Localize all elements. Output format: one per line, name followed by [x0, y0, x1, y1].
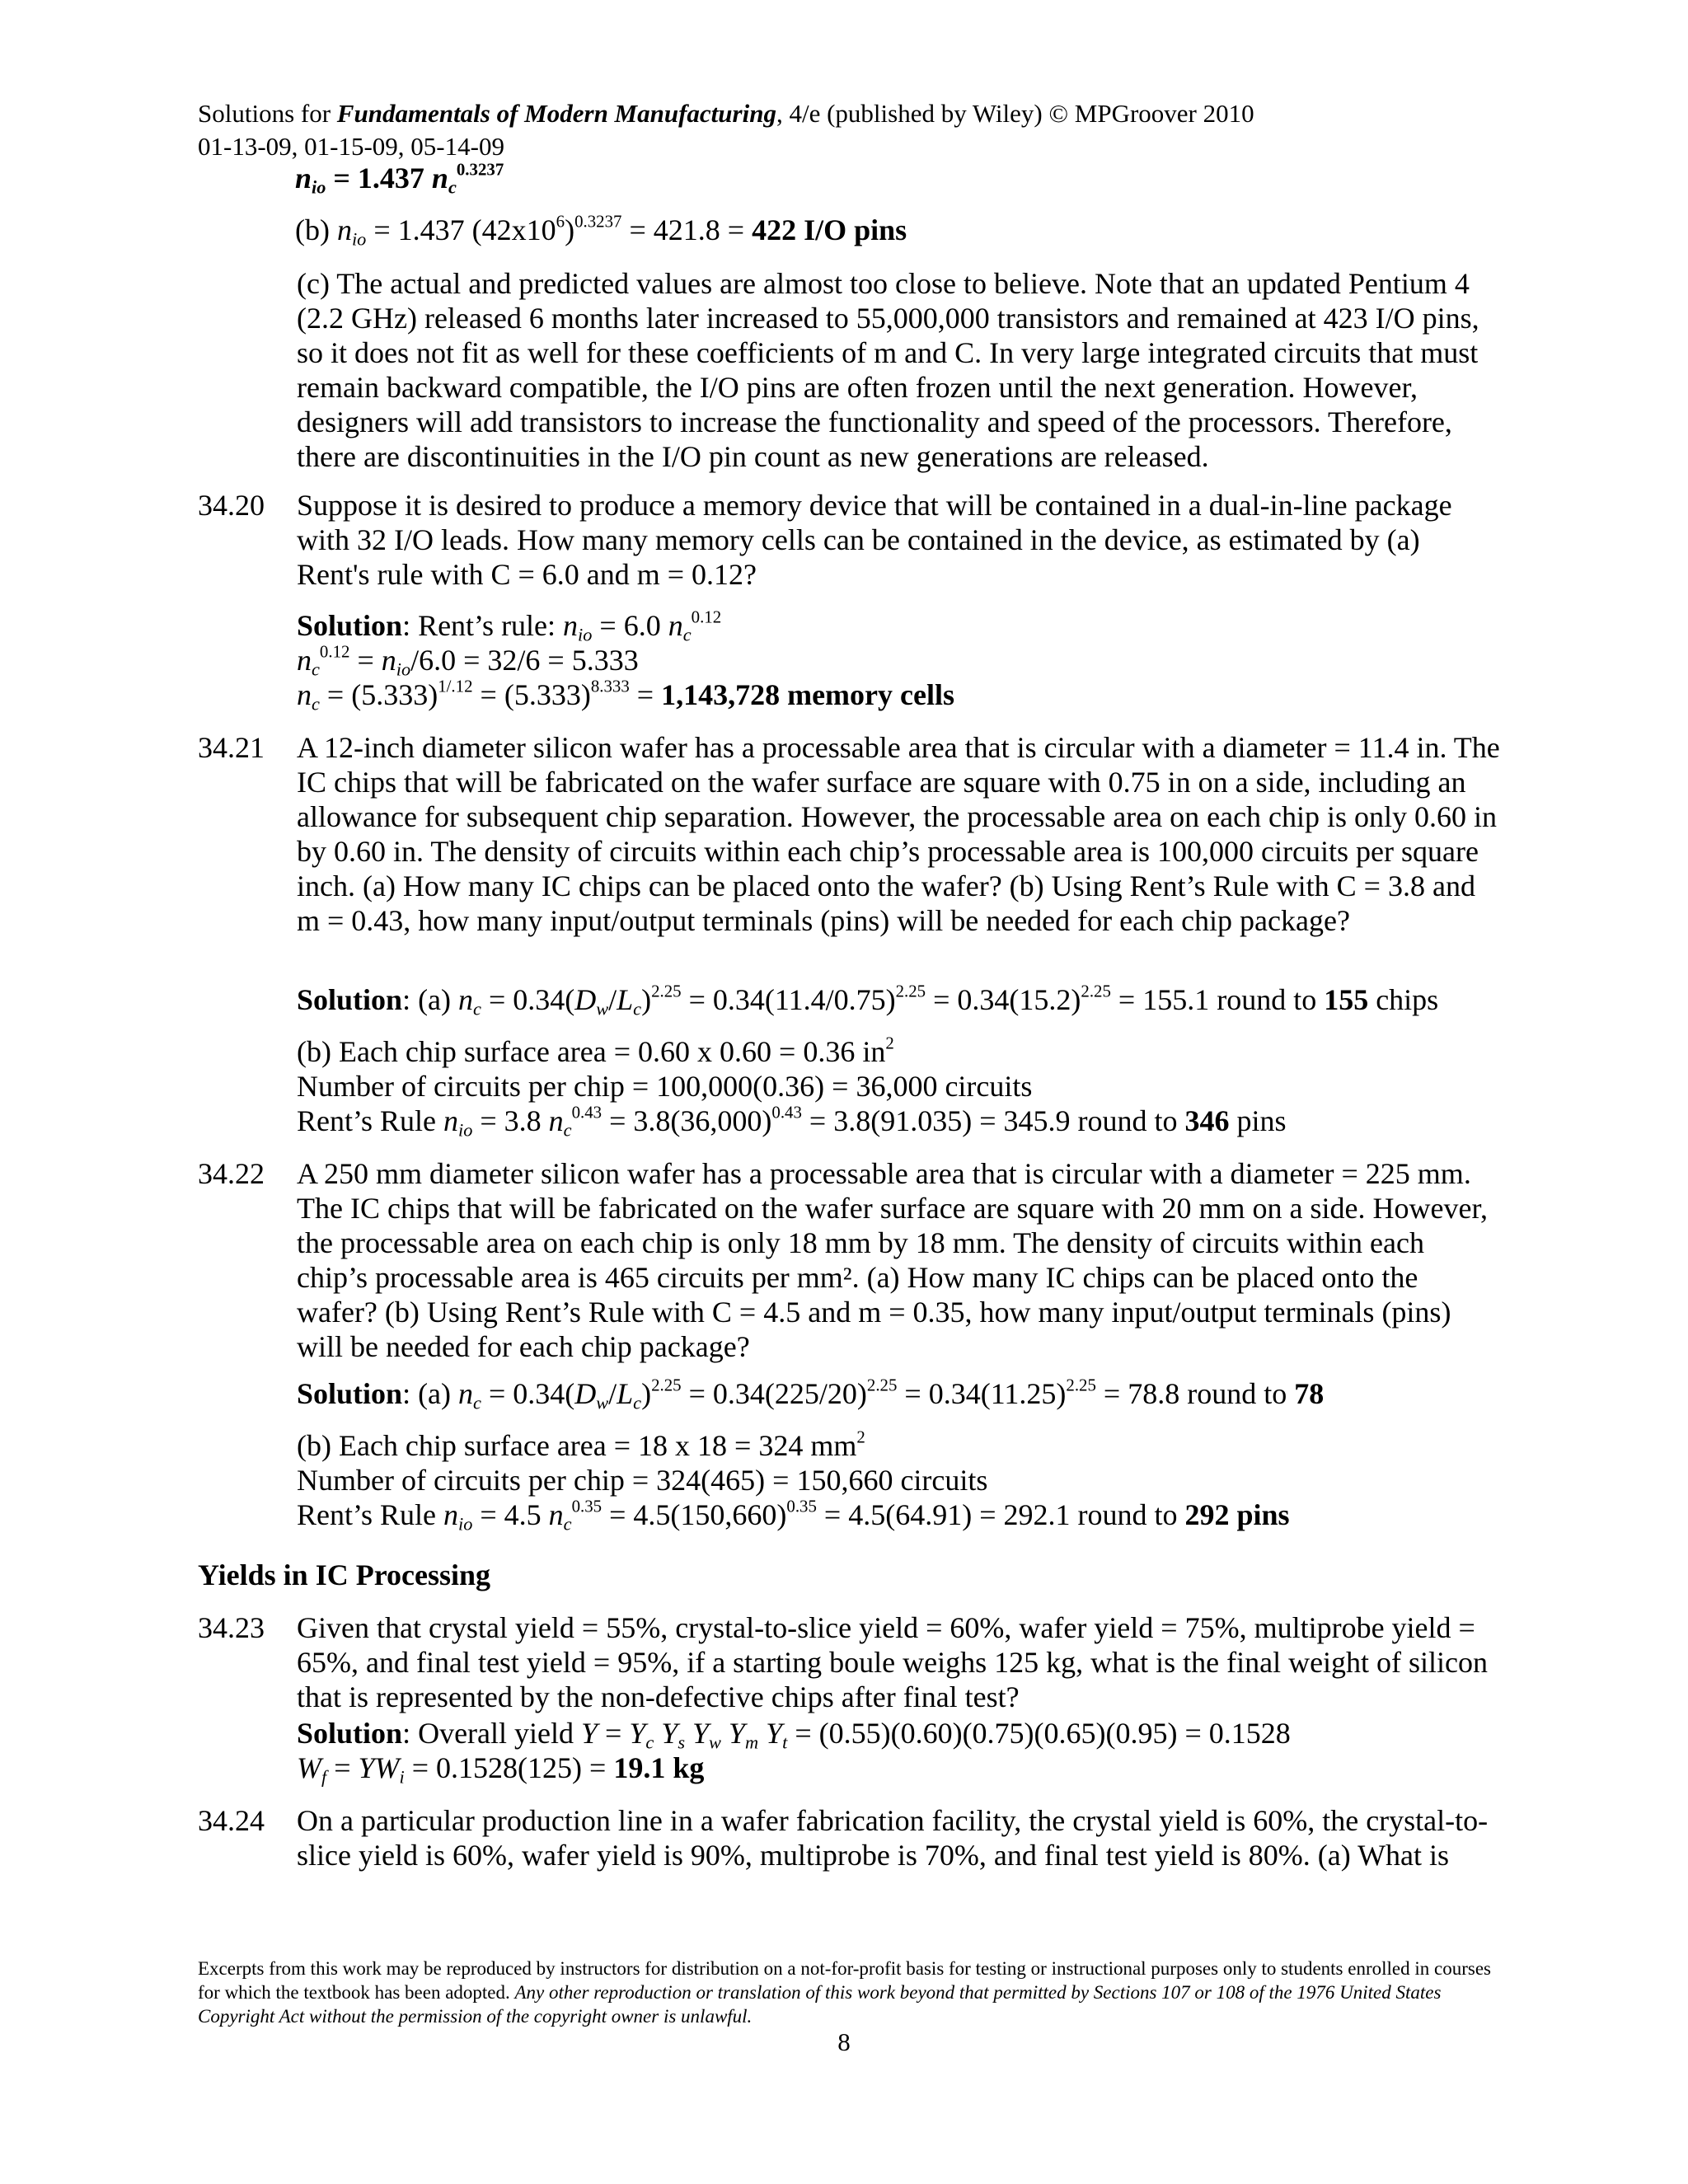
solution-34-21b-line1: (b) Each chip surface area = 0.60 x 0.60 = 0.36 $in^2$: [297, 1033, 894, 1068]
solution-34-21b-line3: Rent’s Rule $n_{io} = 3.8$ $n_c^{0.43} = 3.8(36,000)^{0.43} = 3.8(91.035) = 345.9$ round to 346 pins: [297, 1102, 1287, 1141]
solution-34-22b-line1: (b) Each chip surface area = 18 x 18 = 324 $mm^2$: [297, 1427, 865, 1462]
page-header: [198, 97, 1254, 163]
problem-number-34-20: 34.20: [198, 489, 265, 522]
problem-number-34-24: 34.24: [198, 1804, 265, 1837]
solution-34-20-line1: Solution: Rent’s rule: $n_{io} = 6.0$ $n_c^{0.12}$: [297, 607, 722, 645]
solution-34-21a: Solution: (a) $n_c = 0.34(D_w/L_c)^{2.25} = 0.34(11.4/0.75)^{2.25} = 0.34(15.2)^{2.25} = 155.1$ round to 155 chips: [297, 981, 1439, 1019]
answer-19c: (c) The actual and predicted values are almost too close to believe. Note that an updated Pentium 4 (2.2 GHz) released 6 months later increased to 55,000,000 transistors and remained at 423 I/O pins, so it does not fit as well for these coefficients of m and C. In very large integrated circuits that must remain backward compatible, the I/O pins are often frozen until the next generation. However, designers will add transistors to increase the functionality and speed of the processors. Therefore, there are discontinuities in the I/O pin count as new generations are released.: [297, 267, 1479, 473]
solution-34-22a: Solution: (a) $n_c = 0.34(D_w/L_c)^{2.25} = 0.34(225/20)^{2.25} = 0.34(11.25)^{2.25} = 78.8$ round to 78: [297, 1375, 1325, 1413]
problem-34-22-text: A 250 mm diameter silicon wafer has a processable area that is circular with a diameter = 225 mm. The IC chips that will be fabricated on the wafer surface are square with 20 mm on a side. However, the processable area on each chip is only 18 mm by 18 mm. The density of circuits within each chip’s processable area is 465 circuits per mm². (a) How many IC chips can be placed onto the wafer? (b) Using Rent’s Rule with C = 4.5 and m = 0.35, how many input/output terminals (pins) will be needed for each chip package?: [297, 1157, 1489, 1363]
problem-34-24-text: On a particular production line in a wafer fabrication facility, the crystal yield is 60%, the crystal-to-slice yield is 60%, wafer yield is 90%, multiprobe is 70%, and final test yield is 80%. (a) What is: [297, 1804, 1489, 1872]
header-dates: 01-13-09, 01-15-09, 05-14-09: [198, 132, 504, 161]
problem-number-34-22: 34.22: [198, 1157, 265, 1190]
solution-34-23-line2: $W_f = YW_i = 0.1528(125) = 19.1$ kg: [297, 1751, 705, 1788]
problem-34-21-text: A 12-inch diameter silicon wafer has a processable area that is circular with a diameter = 11.4 in. The IC chips that will be fabricated on the wafer surface are square with 0.75 in on a side, including an allowance for subsequent chip separation. However, the processable area on each chip is only 0.60 in by 0.60 in. The density of circuits within each chip’s processable area is 100,000 circuits per square inch. (a) How many IC chips can be placed onto the wafer? (b) Using Rent’s Rule with C = 3.8 and m = 0.43, how many input/output terminals (pins) will be needed for each chip package?: [297, 731, 1500, 937]
book-title: Fundamentals of Modern Manufacturing: [336, 99, 776, 128]
solution-34-20-line2: $n_c^{0.12} = n_{io}/6.0 = 32/6 = 5.333$: [297, 641, 639, 680]
section-heading: Yields in IC Processing: [198, 1558, 491, 1591]
formula-nio: $n_{io} = 1.437$ $n_c^{0.3237}$: [295, 159, 504, 198]
solution-34-20-line3: $n_c = (5.333)^{1/.12} = (5.333)^{8.333} = 1,143,728$ memory cells: [297, 676, 954, 715]
page-number: 8: [837, 2027, 851, 2056]
header-line-1: Solutions for Fundamentals of Modern Manufacturing, 4/e (published by Wiley) © MPGroover 2010: [198, 99, 1254, 128]
solution-34-22b-line2: Number of circuits per chip = 324(465) = 150,660 circuits: [297, 1464, 988, 1497]
solution-34-23-line1: Solution: Overall yield $Y = Y_c$ $Y_s$ $Y_w$ $Y_m$ $Y_t = (0.55)(0.60)(0.75)(0.65)(0.95) = 0.1528$: [297, 1717, 1291, 1753]
problem-number-34-23: 34.23: [198, 1611, 265, 1644]
answer-19b: (b) $n_{io} = 1.437$ $(42x10^6)^{0.3237} = 421.8 = 422$ I/O pins: [295, 211, 907, 250]
copyright-footer: Excerpts from this work may be reproduced by instructors for distribution on a not-for-profit basis for testing or instructional purposes only to students enrolled in courses for which the textbook has been adopted. Any other reproduction or translation of this work beyond that permitted by Sections 107 or 108 of the 1976 United States Copyright Act without the permission of the copyright owner is unlawful.: [198, 1958, 1491, 2027]
problem-34-23-text: Given that crystal yield = 55%, crystal-to-slice yield = 60%, wafer yield = 75%, multiprobe yield = 65%, and final test yield = 95%, if a starting boule weighs 125 kg, what is the final weight of silicon that is represented by the non-defective chips after final test?: [297, 1611, 1489, 1713]
problem-34-20-text: Suppose it is desired to produce a memory device that will be contained in a dual-in-line package with 32 I/O leads. How many memory cells can be contained in the device, as estimated by (a) Rent's rule with C = 6.0 and m = 0.12?: [297, 489, 1452, 591]
solution-34-22b-line3: Rent’s Rule $n_{io} = 4.5$ $n_c^{0.35} = 4.5(150,660)^{0.35} = 4.5(64.91) = 292.1$ round to 292 pins: [297, 1496, 1290, 1535]
solution-34-21b-line2: Number of circuits per chip = 100,000(0.36) = 36,000 circuits: [297, 1070, 1033, 1103]
problem-number-34-21: 34.21: [198, 731, 265, 764]
